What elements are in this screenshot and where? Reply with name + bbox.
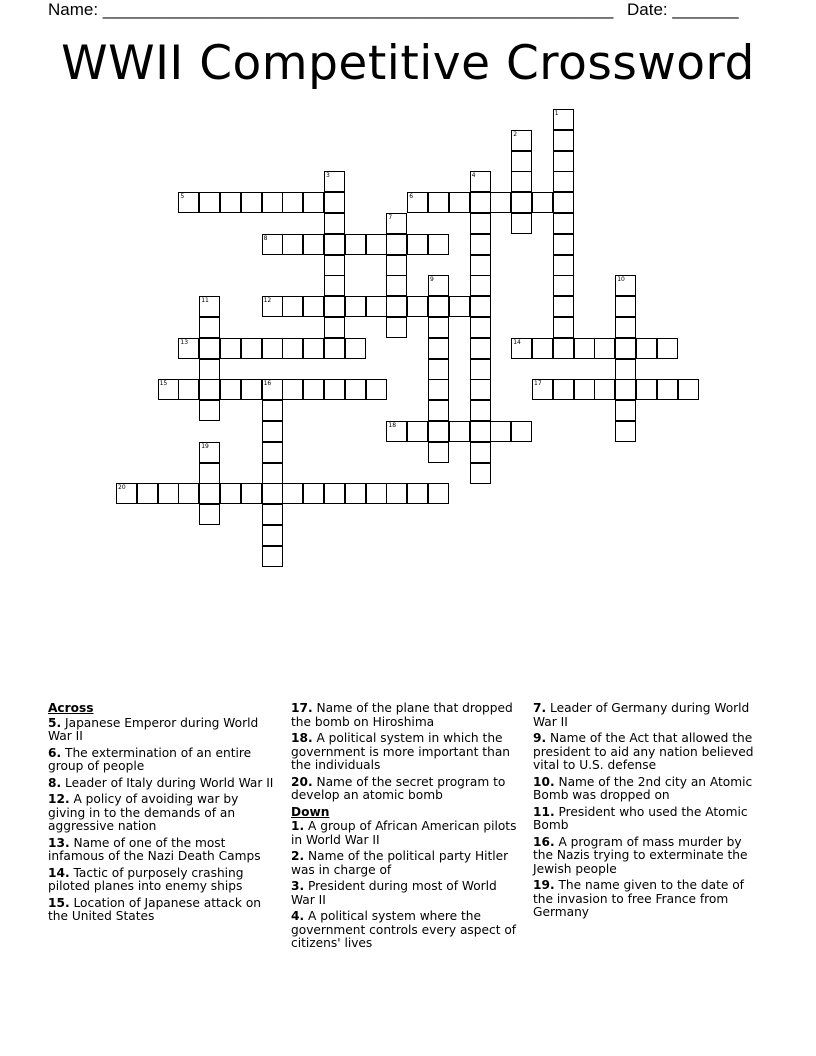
- across-clue: [48, 837, 278, 864]
- clue-number: 17.: [291, 701, 313, 715]
- clue-text: A group of African American pilots in World War II: [291, 819, 517, 847]
- grid-cell[interactable]: [470, 171, 491, 192]
- grid-cell[interactable]: [511, 421, 532, 442]
- down-clue: [291, 820, 521, 847]
- across-clue: [48, 747, 278, 774]
- grid-cell[interactable]: [199, 483, 220, 504]
- grid-cell[interactable]: [636, 338, 657, 359]
- clue-number: 13.: [48, 835, 70, 850]
- clue-number: 19.: [533, 878, 555, 892]
- grid-cell[interactable]: [386, 317, 407, 338]
- grid-cell[interactable]: [199, 504, 220, 525]
- grid-cell[interactable]: [470, 400, 491, 421]
- grid-cell[interactable]: [262, 483, 283, 504]
- cell-number: 18: [388, 422, 397, 429]
- clue-text: Name of the plane that dropped the bomb on Hiroshima: [291, 701, 513, 729]
- grid-cell[interactable]: [199, 442, 220, 463]
- across-clue: [48, 867, 278, 894]
- grid-cell[interactable]: [178, 483, 199, 504]
- clue-text: Name of the Act that allowed the president to aid any nation believed vital to U.S. defense: [533, 731, 754, 772]
- clue-text: Location of Japanese attack on the United States: [48, 895, 262, 923]
- grid-cell[interactable]: [366, 296, 387, 317]
- grid-cell[interactable]: [532, 338, 553, 359]
- grid-cell[interactable]: [470, 255, 491, 276]
- grid-cell[interactable]: [241, 338, 262, 359]
- cell-number: 17: [534, 380, 542, 388]
- grid-cell[interactable]: [220, 338, 241, 359]
- grid-cell[interactable]: [366, 234, 387, 255]
- clue-text: A political system in which the government is more important than the individuals: [291, 731, 511, 772]
- grid-cell[interactable]: [470, 275, 491, 296]
- grid-cell[interactable]: [449, 192, 470, 213]
- clue-text: Japanese Emperor during World War II: [48, 715, 259, 743]
- grid-cell[interactable]: [199, 400, 220, 421]
- grid-cell[interactable]: [366, 379, 387, 400]
- grid-cell[interactable]: [470, 234, 491, 255]
- grid-cell[interactable]: [220, 483, 241, 504]
- grid-cell[interactable]: [241, 379, 262, 400]
- cell-number: 7: [388, 214, 393, 221]
- grid-cell[interactable]: [386, 421, 407, 442]
- grid-cell[interactable]: [470, 359, 491, 380]
- grid-cell[interactable]: [386, 234, 407, 255]
- grid-cell[interactable]: [511, 192, 532, 213]
- grid-cell[interactable]: [615, 359, 636, 380]
- grid-cell[interactable]: [324, 213, 345, 234]
- grid-cell[interactable]: [407, 483, 428, 504]
- grid-cell[interactable]: [511, 338, 532, 359]
- grid-cell[interactable]: [262, 525, 283, 546]
- down-clue: [533, 879, 763, 920]
- grid-cell[interactable]: [241, 192, 262, 213]
- grid-cell[interactable]: [553, 109, 574, 130]
- across-clue: [291, 732, 521, 773]
- grid-cell[interactable]: [262, 442, 283, 463]
- grid-cell[interactable]: [282, 338, 303, 359]
- grid-cell[interactable]: [407, 192, 428, 213]
- grid-cell[interactable]: [324, 234, 345, 255]
- grid-cell[interactable]: [553, 213, 574, 234]
- grid-cell[interactable]: [428, 296, 449, 317]
- grid-cell[interactable]: [262, 504, 283, 525]
- clue-text: Name of the secret program to develop an atomic bomb: [291, 774, 506, 802]
- cell-number: 13: [180, 338, 189, 346]
- cell-number: 8: [263, 234, 268, 242]
- grid-cell[interactable]: [386, 296, 407, 317]
- clue-number: 20.: [291, 774, 313, 789]
- grid-cell[interactable]: [303, 338, 324, 359]
- clue-number: 10.: [533, 774, 555, 789]
- grid-cell[interactable]: [386, 255, 407, 276]
- down-clue: [533, 702, 763, 729]
- grid-cell[interactable]: [532, 192, 553, 213]
- grid-cell[interactable]: [407, 234, 428, 255]
- grid-cell[interactable]: [553, 130, 574, 151]
- clue-text: President during most of World War II: [291, 879, 497, 907]
- clue-number: 2.: [291, 849, 305, 863]
- grid-cell[interactable]: [449, 421, 470, 442]
- clue-text: Name of the political party Hitler was in charge of: [291, 849, 509, 877]
- down-clue: [291, 880, 521, 907]
- grid-cell[interactable]: [615, 400, 636, 421]
- grid-cell[interactable]: [345, 379, 366, 400]
- cell-number: 5: [180, 193, 185, 201]
- grid-cell[interactable]: [428, 234, 449, 255]
- grid-cell[interactable]: [470, 442, 491, 463]
- across-clue: [291, 776, 521, 803]
- across-clue: [48, 777, 278, 791]
- grid-cell[interactable]: [678, 379, 699, 400]
- grid-cell[interactable]: [470, 296, 491, 317]
- grid-cell[interactable]: [470, 317, 491, 338]
- grid-cell[interactable]: [636, 379, 657, 400]
- grid-cell[interactable]: [199, 317, 220, 338]
- clue-number: 8.: [48, 775, 62, 790]
- grid-cell[interactable]: [262, 463, 283, 484]
- grid-cell[interactable]: [324, 317, 345, 338]
- grid-cell[interactable]: [282, 192, 303, 213]
- grid-cell[interactable]: [324, 255, 345, 276]
- grid-cell[interactable]: [345, 338, 366, 359]
- cell-number: 10: [617, 276, 625, 284]
- grid-cell[interactable]: [324, 192, 345, 213]
- cell-number: 9: [430, 276, 434, 284]
- grid-cell[interactable]: [303, 192, 324, 213]
- grid-cell[interactable]: [345, 483, 366, 504]
- grid-cell[interactable]: [470, 338, 491, 359]
- grid-cell[interactable]: [511, 151, 532, 172]
- clue-number: 18.: [291, 731, 313, 745]
- grid-cell[interactable]: [511, 171, 532, 192]
- grid-cell[interactable]: [282, 234, 303, 255]
- grid-cell[interactable]: [262, 546, 283, 567]
- grid-cell[interactable]: [158, 483, 179, 504]
- grid-cell[interactable]: [511, 130, 532, 151]
- grid-cell[interactable]: [116, 483, 137, 504]
- clue-number: 11.: [533, 804, 555, 819]
- grid-cell[interactable]: [199, 338, 220, 359]
- grid-cell[interactable]: [199, 463, 220, 484]
- grid-cell[interactable]: [615, 317, 636, 338]
- grid-cell[interactable]: [262, 338, 283, 359]
- grid-cell[interactable]: [553, 171, 574, 192]
- grid-cell[interactable]: [303, 483, 324, 504]
- cell-number: 20: [118, 484, 126, 492]
- grid-cell[interactable]: [282, 483, 303, 504]
- cell-number: 19: [201, 442, 209, 450]
- grid-cell[interactable]: [178, 379, 199, 400]
- grid-cell[interactable]: [262, 234, 283, 255]
- down-clue: [533, 836, 763, 877]
- grid-cell[interactable]: [553, 379, 574, 400]
- cell-number: 11: [201, 297, 209, 305]
- across-clue: [48, 793, 278, 834]
- grid-cell[interactable]: [220, 379, 241, 400]
- clue-column-1: [48, 702, 278, 927]
- grid-cell[interactable]: [428, 359, 449, 380]
- grid-cell[interactable]: [262, 296, 283, 317]
- clue-text: The extermination of an entire group of people: [48, 745, 252, 773]
- grid-cell[interactable]: [199, 192, 220, 213]
- grid-cell[interactable]: [158, 379, 179, 400]
- grid-cell[interactable]: [220, 192, 241, 213]
- grid-cell[interactable]: [470, 463, 491, 484]
- cell-number: 6: [409, 193, 414, 201]
- across-clue: [48, 717, 278, 744]
- grid-cell[interactable]: [407, 296, 428, 317]
- clue-column-3: [533, 702, 763, 923]
- grid-cell[interactable]: [553, 192, 574, 213]
- down-clue: [533, 806, 763, 833]
- grid-cell[interactable]: [324, 483, 345, 504]
- grid-cell[interactable]: [574, 379, 595, 400]
- grid-cell[interactable]: [386, 213, 407, 234]
- grid-cell[interactable]: [199, 359, 220, 380]
- grid-cell[interactable]: [553, 296, 574, 317]
- clue-number: 5.: [48, 715, 62, 730]
- clue-text: A policy of avoiding war by giving in to the demands of an aggressive nation: [48, 792, 239, 833]
- clue-text: Name of the 2nd city an Atomic Bomb was dropped on: [533, 774, 753, 802]
- grid-cell[interactable]: [428, 379, 449, 400]
- grid-cell[interactable]: [324, 379, 345, 400]
- down-clue: [533, 732, 763, 773]
- grid-cell[interactable]: [511, 213, 532, 234]
- clue-number: 3.: [291, 879, 305, 893]
- clue-text: Name of one of the most infamous of the Nazi Death Camps: [48, 835, 261, 863]
- grid-cell[interactable]: [262, 400, 283, 421]
- clue-number: 7.: [533, 701, 547, 715]
- cell-number: 1: [554, 110, 559, 117]
- grid-cell[interactable]: [428, 442, 449, 463]
- grid-cell[interactable]: [428, 317, 449, 338]
- grid-cell[interactable]: [178, 338, 199, 359]
- clue-number: 9.: [533, 731, 547, 745]
- grid-cell[interactable]: [428, 421, 449, 442]
- grid-cell[interactable]: [345, 296, 366, 317]
- grid-cell[interactable]: [386, 275, 407, 296]
- grid-cell[interactable]: [553, 317, 574, 338]
- clue-text: A program of mass murder by the Nazis trying to exterminate the Jewish people: [533, 834, 748, 876]
- grid-cell[interactable]: [553, 275, 574, 296]
- grid-cell[interactable]: [428, 483, 449, 504]
- grid-cell[interactable]: [345, 234, 366, 255]
- clue-number: 15.: [48, 895, 70, 910]
- cell-number: 12: [263, 297, 272, 305]
- down-clue: [533, 776, 763, 803]
- grid-cell[interactable]: [553, 151, 574, 172]
- grid-cell[interactable]: [324, 171, 345, 192]
- grid-cell[interactable]: [282, 379, 303, 400]
- grid-cell[interactable]: [470, 421, 491, 442]
- down-heading: Down: [291, 804, 330, 819]
- grid-cell[interactable]: [470, 213, 491, 234]
- clue-number: 6.: [48, 745, 62, 760]
- cell-number: 15: [159, 380, 168, 388]
- grid-cell[interactable]: [199, 379, 220, 400]
- clue-text: The name given to the date of the invasion to free France from Germany: [533, 878, 744, 919]
- grid-cell[interactable]: [470, 192, 491, 213]
- grid-cell[interactable]: [262, 192, 283, 213]
- grid-cell[interactable]: [490, 192, 511, 213]
- grid-cell[interactable]: [615, 421, 636, 442]
- clue-number: 16.: [533, 834, 555, 849]
- grid-cell[interactable]: [241, 483, 262, 504]
- clue-text: Leader of Italy during World War II: [65, 775, 274, 790]
- cell-number: 2: [513, 130, 518, 138]
- grid-cell[interactable]: [553, 234, 574, 255]
- clue-number: 12.: [48, 792, 70, 806]
- clue-text: Leader of Germany during World War II: [533, 701, 750, 729]
- grid-cell[interactable]: [615, 275, 636, 296]
- grid-cell[interactable]: [615, 296, 636, 317]
- grid-cell[interactable]: [428, 338, 449, 359]
- grid-cell[interactable]: [303, 296, 324, 317]
- cell-number: 16: [263, 380, 272, 388]
- across-clue: [48, 897, 278, 924]
- grid-cell[interactable]: [553, 255, 574, 276]
- grid-cell[interactable]: [449, 296, 470, 317]
- clue-column-2: [291, 702, 521, 954]
- cell-number: 3: [326, 172, 330, 180]
- across-clue: [291, 702, 521, 729]
- cell-number: 14: [513, 338, 521, 346]
- clue-text: Tactic of purposely crashing piloted planes into enemy ships: [48, 865, 244, 893]
- grid-cell[interactable]: [199, 296, 220, 317]
- grid-cell[interactable]: [303, 234, 324, 255]
- grid-cell[interactable]: [532, 379, 553, 400]
- grid-cell[interactable]: [282, 296, 303, 317]
- name-field[interactable]: Name: ______________________________________________________: [48, 0, 614, 19]
- date-field[interactable]: Date: _______: [627, 0, 739, 19]
- grid-cell[interactable]: [324, 296, 345, 317]
- down-clue: [291, 850, 521, 877]
- down-clue: [291, 910, 521, 951]
- grid-cell[interactable]: [657, 379, 678, 400]
- clue-number: 1.: [291, 819, 305, 833]
- grid-cell[interactable]: [386, 483, 407, 504]
- grid-cell[interactable]: [428, 192, 449, 213]
- grid-cell[interactable]: [262, 379, 283, 400]
- grid-cell[interactable]: [428, 400, 449, 421]
- grid-cell[interactable]: [366, 483, 387, 504]
- grid-cell[interactable]: [407, 421, 428, 442]
- grid-cell[interactable]: [303, 379, 324, 400]
- grid-cell[interactable]: [574, 338, 595, 359]
- grid-cell[interactable]: [262, 421, 283, 442]
- grid-cell[interactable]: [470, 379, 491, 400]
- clue-number: 14.: [48, 865, 70, 880]
- grid-cell[interactable]: [324, 338, 345, 359]
- grid-cell[interactable]: [553, 338, 574, 359]
- page-title: WWII Competitive Crossword: [61, 36, 755, 91]
- grid-cell[interactable]: [324, 275, 345, 296]
- grid-cell[interactable]: [615, 338, 636, 359]
- across-heading: Across: [48, 701, 94, 715]
- clue-text: President who used the Atomic Bomb: [533, 804, 748, 832]
- grid-cell[interactable]: [137, 483, 158, 504]
- clue-text: A political system where the government controls every aspect of citizens' lives: [291, 909, 517, 950]
- grid-cell[interactable]: [615, 379, 636, 400]
- grid-cell[interactable]: [490, 421, 511, 442]
- grid-cell[interactable]: [428, 275, 449, 296]
- grid-cell[interactable]: [657, 338, 678, 359]
- grid-cell[interactable]: [178, 192, 199, 213]
- grid-cell[interactable]: [594, 338, 615, 359]
- cell-number: 4: [471, 172, 476, 180]
- clue-number: 4.: [291, 909, 305, 923]
- grid-cell[interactable]: [594, 379, 615, 400]
